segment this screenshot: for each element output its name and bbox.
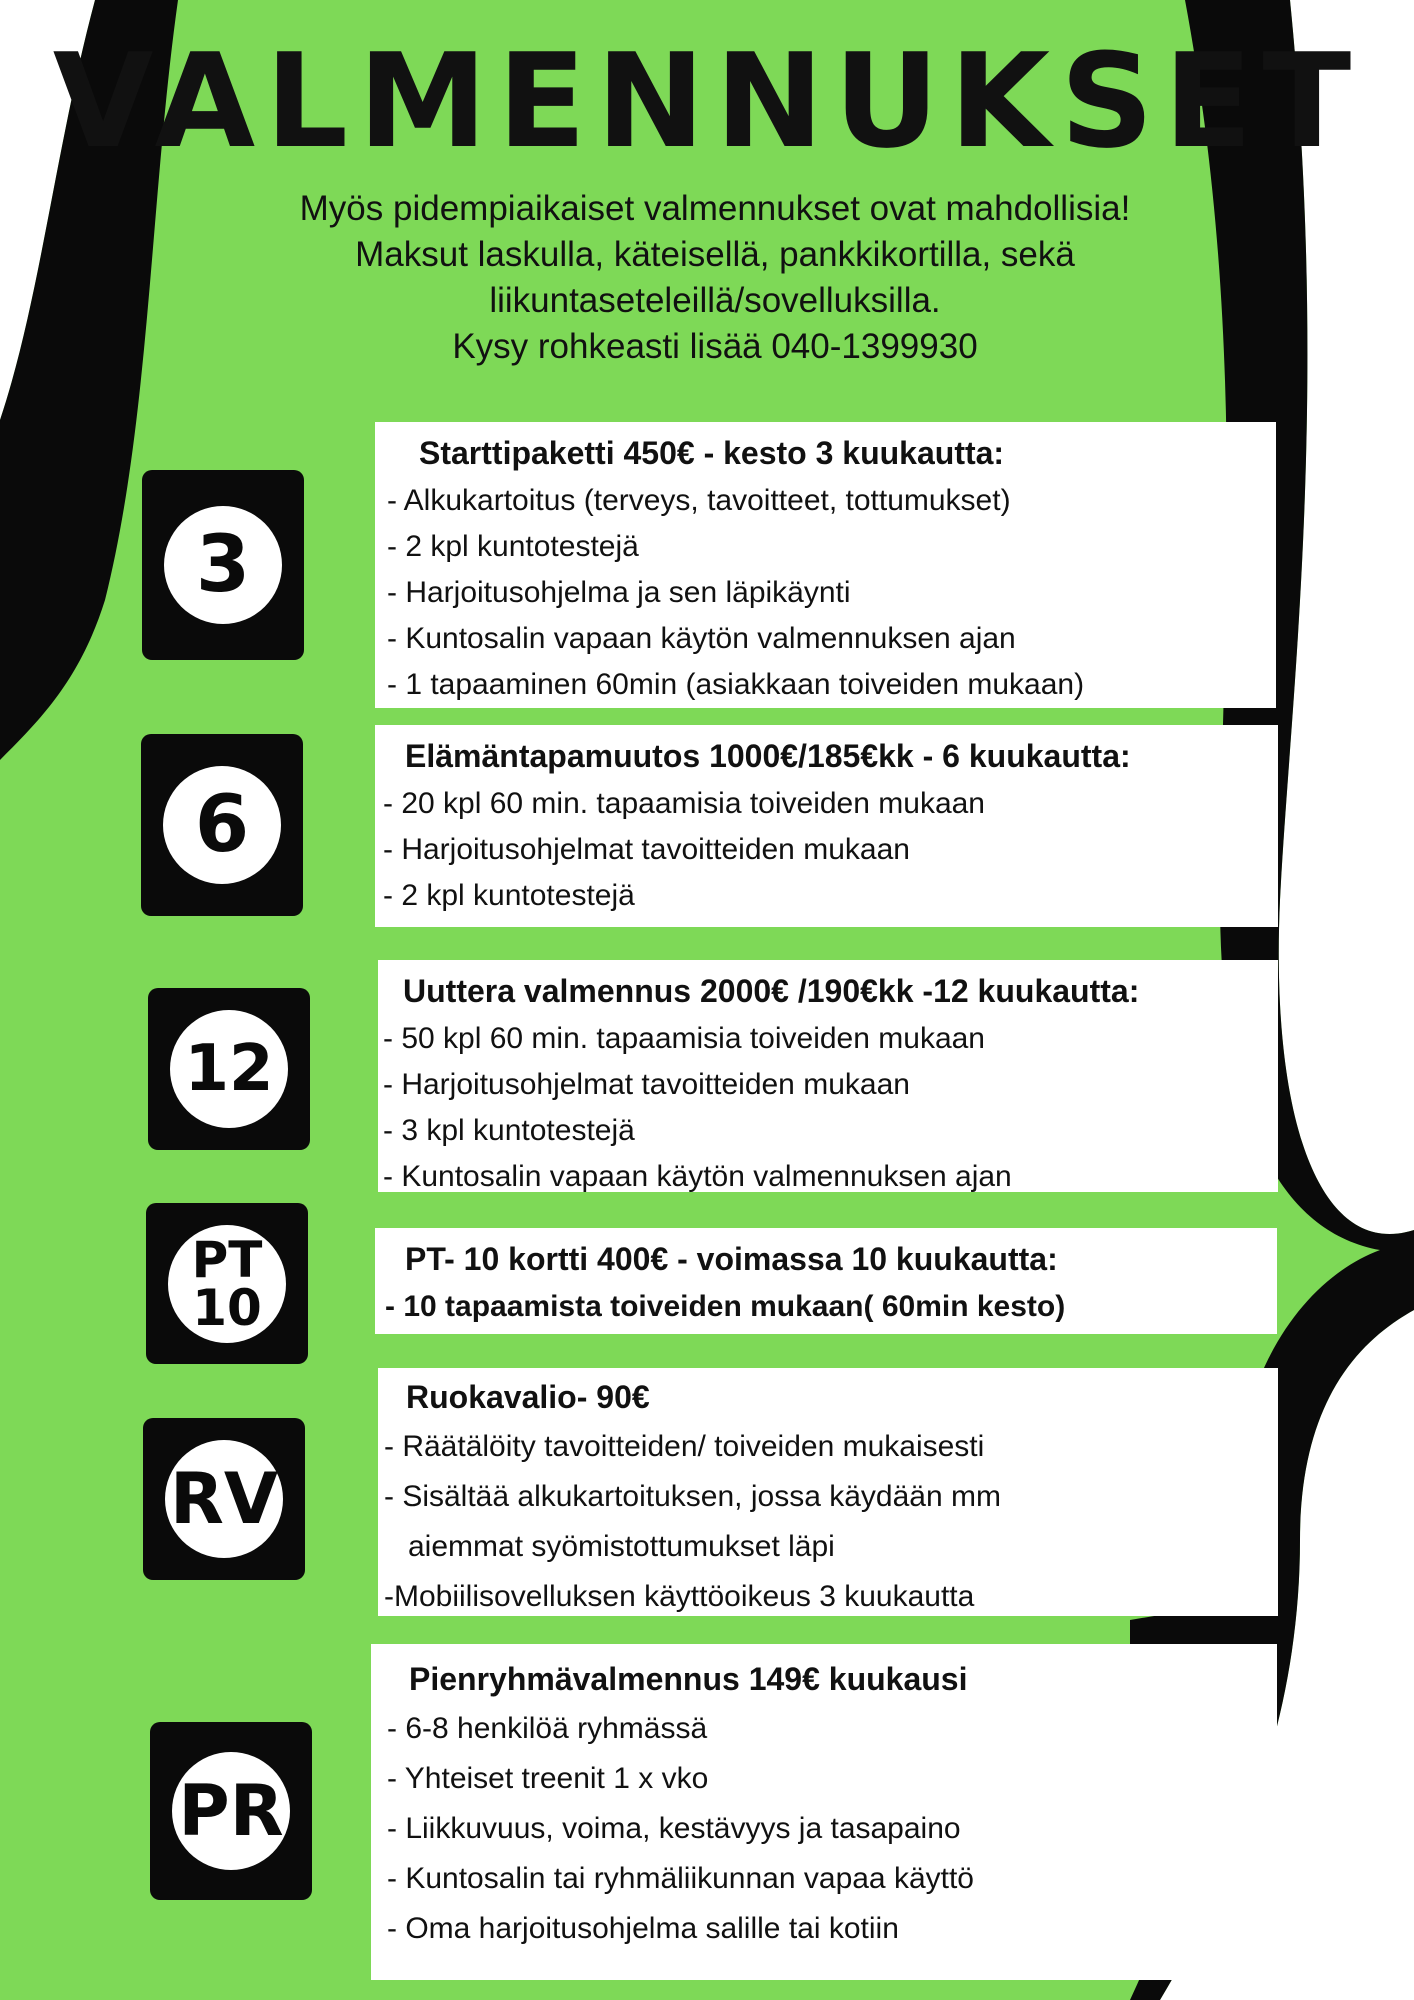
badge-number: 3: [164, 506, 282, 624]
package-heading: PT- 10 kortti 400€ - voimassa 10 kuukautta:: [405, 1241, 1058, 1277]
intro-line: Kysy rohkeasti lisää 040-1399930: [452, 327, 978, 366]
badge-pienryhma: [150, 1722, 312, 1900]
badge-12-months: [148, 988, 310, 1150]
package-card-pienryhmavalmennus: [371, 1644, 1277, 1980]
badge-number: RV: [165, 1440, 283, 1558]
badge-pt10: [146, 1203, 308, 1364]
package-heading: Elämäntapamuutos 1000€/185€kk - 6 kuukautta:: [405, 738, 1131, 774]
package-item: - Yhteiset treenit 1 x vko: [387, 1762, 709, 1795]
package-item: -Mobiilisovelluksen käyttöoikeus 3 kuukautta: [384, 1580, 975, 1613]
package-item: - Räätälöity tavoitteiden/ toiveiden mukaisesti: [384, 1430, 985, 1463]
package-item: - Kuntosalin vapaan käytön valmennuksen ajan: [387, 622, 1016, 655]
badge-number: 12: [170, 1010, 288, 1128]
badge-number: [168, 1225, 286, 1343]
package-card-ruokavalio: [378, 1368, 1278, 1616]
package-item: aiemmat syömistottumukset läpi: [408, 1530, 835, 1563]
package-item: - 2 kpl kuntotestejä: [387, 530, 639, 563]
package-item: - Kuntosalin vapaan käytön valmennuksen ajan: [383, 1160, 1012, 1193]
package-card-pt10-kortti: [375, 1228, 1277, 1334]
badge-pt-label: PT: [191, 1230, 263, 1289]
package-item: - Liikkuvuus, voima, kestävyys ja tasapaino: [387, 1812, 961, 1845]
package-item: - Kuntosalin tai ryhmäliikunnan vapaa käyttö: [387, 1862, 974, 1895]
package-item: - Alkukartoitus (terveys, tavoitteet, tottumukset): [387, 484, 1011, 517]
package-item: - 20 kpl 60 min. tapaamisia toiveiden mukaan: [383, 787, 985, 820]
intro-text: [180, 186, 1250, 370]
badge-3-months: [142, 470, 304, 660]
package-card-starttipaketti: [375, 422, 1276, 708]
badge-ruokavalio: [143, 1418, 305, 1580]
page-title: VALMENNUKSET: [52, 25, 1362, 177]
package-heading: Uuttera valmennus 2000€ /190€kk -12 kuukautta:: [403, 973, 1140, 1009]
package-heading: Ruokavalio- 90€: [406, 1379, 650, 1415]
package-card-uuttera-valmennus: [378, 960, 1278, 1192]
package-item: - 3 kpl kuntotestejä: [383, 1114, 635, 1147]
package-card-elamantapamuutos: [375, 725, 1278, 927]
package-item: - Harjoitusohjelma ja sen läpikäynti: [387, 576, 851, 609]
package-item: - 2 kpl kuntotestejä: [383, 879, 635, 912]
badge-10-label: 10: [192, 1278, 262, 1337]
package-item: - 50 kpl 60 min. tapaamisia toiveiden mukaan: [383, 1022, 985, 1055]
package-item: - 1 tapaaminen 60min (asiakkaan toiveiden mukaan): [387, 668, 1085, 701]
package-heading: Starttipaketti 450€ - kesto 3 kuukautta:: [419, 435, 1005, 471]
package-item: - Sisältää alkukartoituksen, jossa käydään mm: [384, 1480, 1001, 1513]
package-item: - 6-8 henkilöä ryhmässä: [387, 1712, 708, 1745]
badge-number: PR: [172, 1752, 290, 1870]
package-item: - Harjoitusohjelmat tavoitteiden mukaan: [383, 833, 910, 866]
intro-line: liikuntaseteleillä/sovelluksilla.: [489, 281, 941, 320]
package-item: - 10 tapaamista toiveiden mukaan( 60min kesto): [385, 1290, 1066, 1323]
package-item: - Oma harjoitusohjelma salille tai kotiin: [387, 1912, 899, 1945]
intro-line: Maksut laskulla, käteisellä, pankkikortilla, sekä: [355, 235, 1075, 274]
badge-number: 6: [163, 766, 281, 884]
package-heading: Pienryhmävalmennus 149€ kuukausi: [409, 1661, 968, 1697]
intro-line: Myös pidempiaikaiset valmennukset ovat mahdollisia!: [299, 189, 1131, 228]
badge-6-months: [141, 734, 303, 916]
package-item: - Harjoitusohjelmat tavoitteiden mukaan: [383, 1068, 910, 1101]
